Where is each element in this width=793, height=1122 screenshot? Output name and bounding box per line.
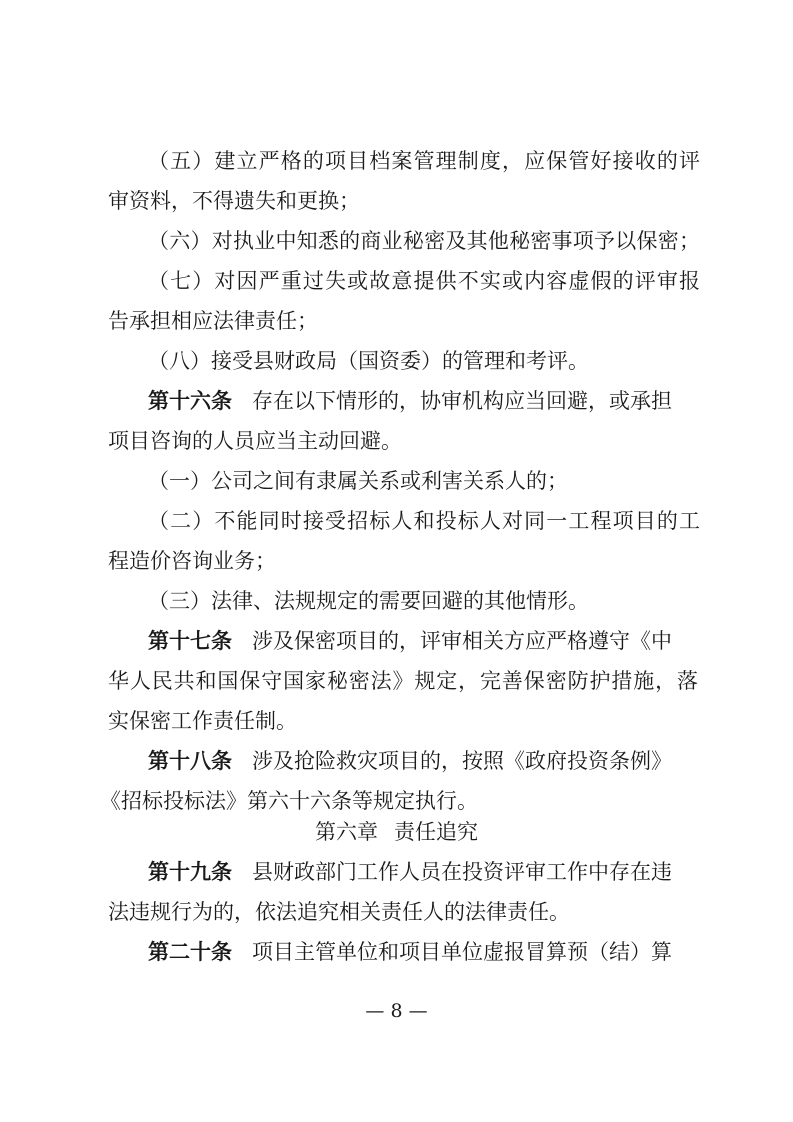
article-16 (148, 387, 700, 415)
paragraph-line: 《招标投标法》第六十六条等规定执行。 (100, 789, 478, 813)
article-text: 涉及保密项目的，评审相关方应严格遵守《中 (252, 629, 672, 653)
article-text: 存在以下情形的，协审机构应当回避，或承担 (252, 389, 672, 413)
paragraph-line: 实保密工作责任制。 (108, 709, 297, 733)
paragraph-line: 告承担相应法律责任； (108, 309, 318, 333)
paragraph-line: （五）建立严格的项目档案管理制度，应保管好接收的评 (148, 149, 700, 173)
article-text: 县财政部门工作人员在投资评审工作中存在违 (252, 860, 672, 884)
chapter-heading (0, 818, 793, 846)
page-number: — 8 — (365, 1000, 428, 1022)
paragraph-line: 法违规行为的，依法追究相关责任人的法律责任。 (108, 900, 570, 924)
paragraph-line: （八）接受县财政局（国资委）的管理和考评。 (148, 349, 589, 373)
article-heading: 第十七条 (148, 629, 232, 653)
paragraph-line: （一）公司之间有隶属关系或利害关系人的； (148, 469, 568, 493)
article-heading: 第十九条 (148, 860, 232, 884)
chapter-number: 第六章 (315, 820, 378, 844)
paragraph-line: （二）不能同时接受招标人和投标人对同一工程项目的工 (148, 509, 700, 533)
paragraph-line: 项目咨询的人员应当主动回避。 (108, 429, 402, 453)
article-18 (148, 747, 700, 775)
paragraph-line: （三）法律、法规规定的需要回避的其他情形。 (148, 589, 589, 613)
article-text: 涉及抢险救灾项目的，按照《政府投资条例》 (252, 749, 672, 773)
paragraph-line: （六）对执业中知悉的商业秘密及其他秘密事项予以保密； (148, 229, 700, 253)
article-17 (148, 627, 700, 655)
article-heading: 第二十条 (148, 940, 232, 964)
paragraph-line: 程造价咨询业务； (108, 549, 276, 573)
article-19 (148, 858, 700, 886)
paragraph-line: 华人民共和国保守国家秘密法》规定，完善保密防护措施，落 (108, 669, 698, 693)
chapter-title: 责任追究 (394, 820, 478, 844)
article-text: 项目主管单位和项目单位虚报冒算预（结）算 (252, 940, 672, 964)
article-heading: 第十六条 (148, 389, 232, 413)
paragraph-line: 审资料，不得遗失和更换； (108, 189, 360, 213)
article-heading: 第十八条 (148, 749, 232, 773)
paragraph-line: （七）对因严重过失或故意提供不实或内容虚假的评审报 (148, 269, 700, 293)
article-20 (148, 938, 700, 966)
